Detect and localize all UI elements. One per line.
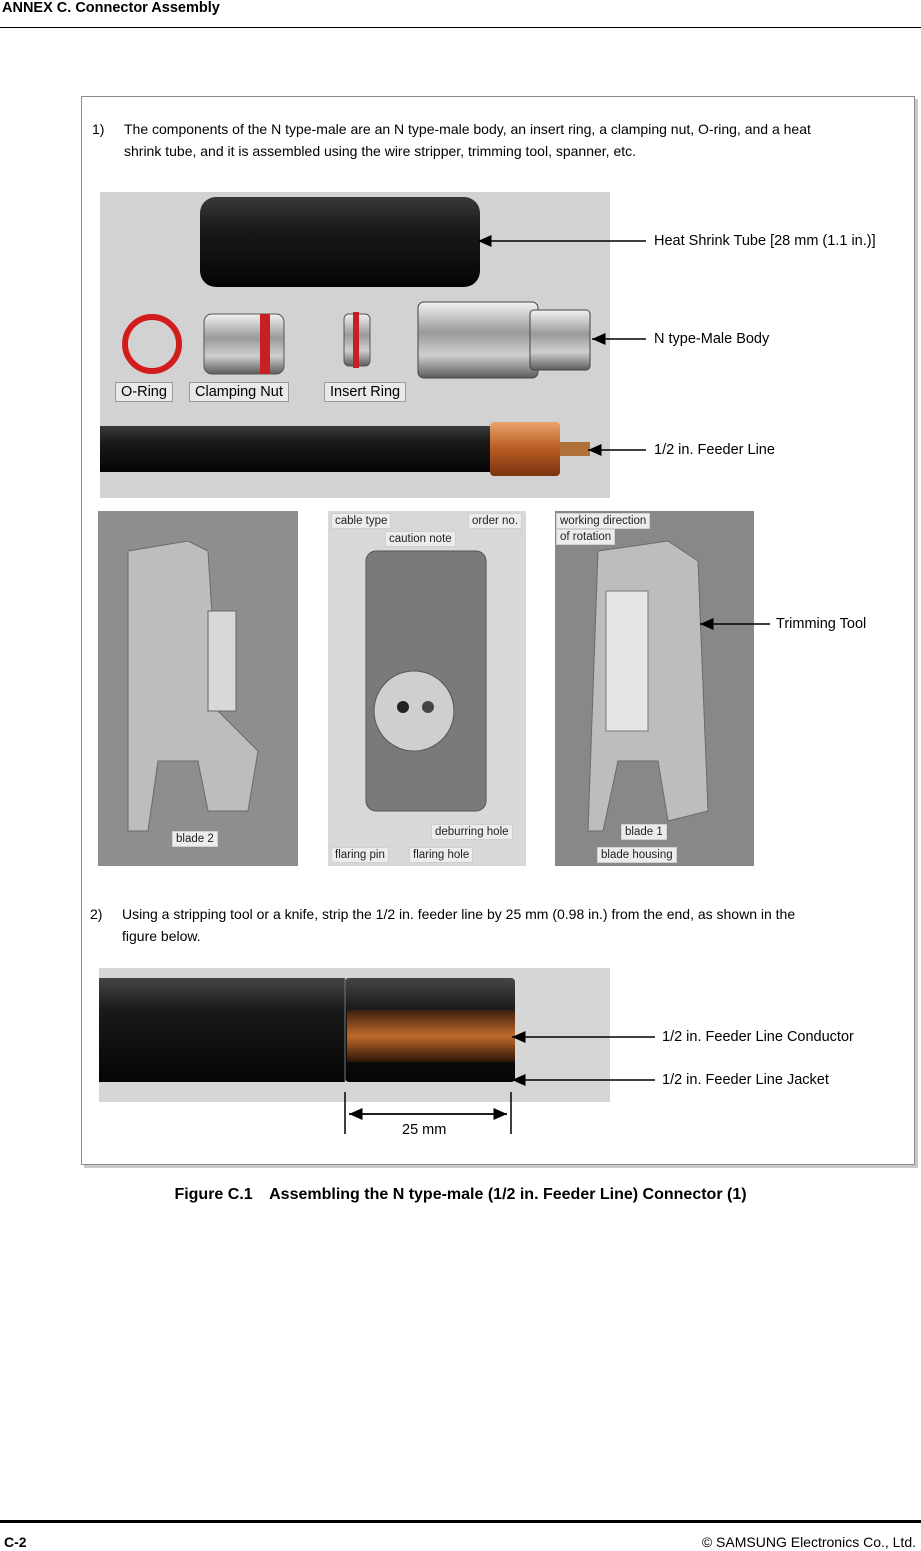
figure-title: Assembling the N type-male (1/2 in. Feeder Line) Connector (1) — [269, 1186, 747, 1203]
flaring-pin-tag: flaring pin — [331, 847, 389, 863]
rotation-tag: of rotation — [556, 529, 615, 545]
trimming-tool-callout: Trimming Tool — [776, 616, 867, 632]
cable-type-tag: cable type — [331, 513, 391, 529]
footer-rule — [0, 1520, 921, 1523]
figure-number: Figure C.1 — [174, 1186, 253, 1203]
conductor-callout: 1/2 in. Feeder Line Conductor — [662, 1029, 854, 1045]
oring-tag: O-Ring — [115, 382, 173, 402]
caution-note-tag: caution note — [385, 531, 456, 547]
insert-ring-tag: Insert Ring — [324, 382, 406, 402]
dimension-label: 25 mm — [402, 1122, 447, 1138]
header-title: ANNEX C. Connector Assembly — [2, 0, 220, 16]
blade-2-tag: blade 2 — [172, 831, 218, 847]
male-body-callout: N type-Male Body — [654, 331, 770, 347]
working-direction-tag: working direction — [556, 513, 650, 529]
clamping-nut-tag: Clamping Nut — [189, 382, 289, 402]
feeder-line-callout: 1/2 in. Feeder Line — [654, 442, 775, 458]
step-1-line-2: shrink tube, and it is assembled using the wire stripper, trimming tool, spanner, etc. — [124, 143, 637, 159]
heat-shrink-callout: Heat Shrink Tube [28 mm (1.1 in.)] — [654, 233, 876, 249]
figure-caption — [0, 1186, 921, 1204]
flaring-hole-tag: flaring hole — [409, 847, 473, 863]
order-no-tag: order no. — [468, 513, 522, 529]
jacket-callout: 1/2 in. Feeder Line Jacket — [662, 1072, 829, 1088]
page-number: C-2 — [4, 1534, 27, 1550]
blade-housing-tag: blade housing — [597, 847, 677, 863]
step-2-line-2: figure below. — [122, 928, 201, 944]
step-2-line-1: Using a stripping tool or a knife, strip the 1/2 in. feeder line by 25 mm (0.98 in.) from the end, as shown in the — [122, 906, 796, 922]
blade-1-tag: blade 1 — [621, 824, 667, 840]
step-1-line-1: The components of the N type-male are an N type-male body, an insert ring, a clamping nut, O-ring, and a heat — [124, 121, 811, 137]
step-1-number: 1) — [92, 121, 105, 137]
deburring-hole-tag: deburring hole — [431, 824, 513, 840]
copyright: © SAMSUNG Electronics Co., Ltd. — [701, 1534, 916, 1550]
step-2-number: 2) — [90, 906, 103, 922]
